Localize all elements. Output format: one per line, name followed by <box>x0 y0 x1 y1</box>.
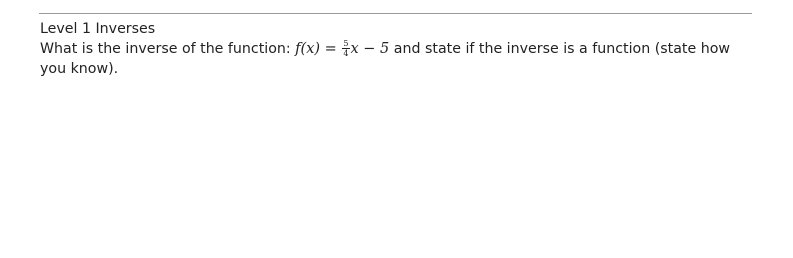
question-prompt-before: What is the inverse of the function: <box>40 41 296 57</box>
section-heading: Level 1 Inverses <box>40 21 156 37</box>
function-lhs: f(x) = <box>295 41 342 57</box>
function-expression <box>295 38 390 58</box>
function-rhs: x − 5 <box>350 41 390 57</box>
worksheet-content <box>40 19 752 79</box>
question-prompt-after: and state if the inverse is a function (state how you know). <box>40 41 730 77</box>
question-text <box>40 39 752 79</box>
fraction-denominator: 4 <box>343 48 349 58</box>
top-divider <box>39 13 752 14</box>
fraction-numerator: 5 <box>343 38 349 48</box>
fraction <box>342 39 349 58</box>
